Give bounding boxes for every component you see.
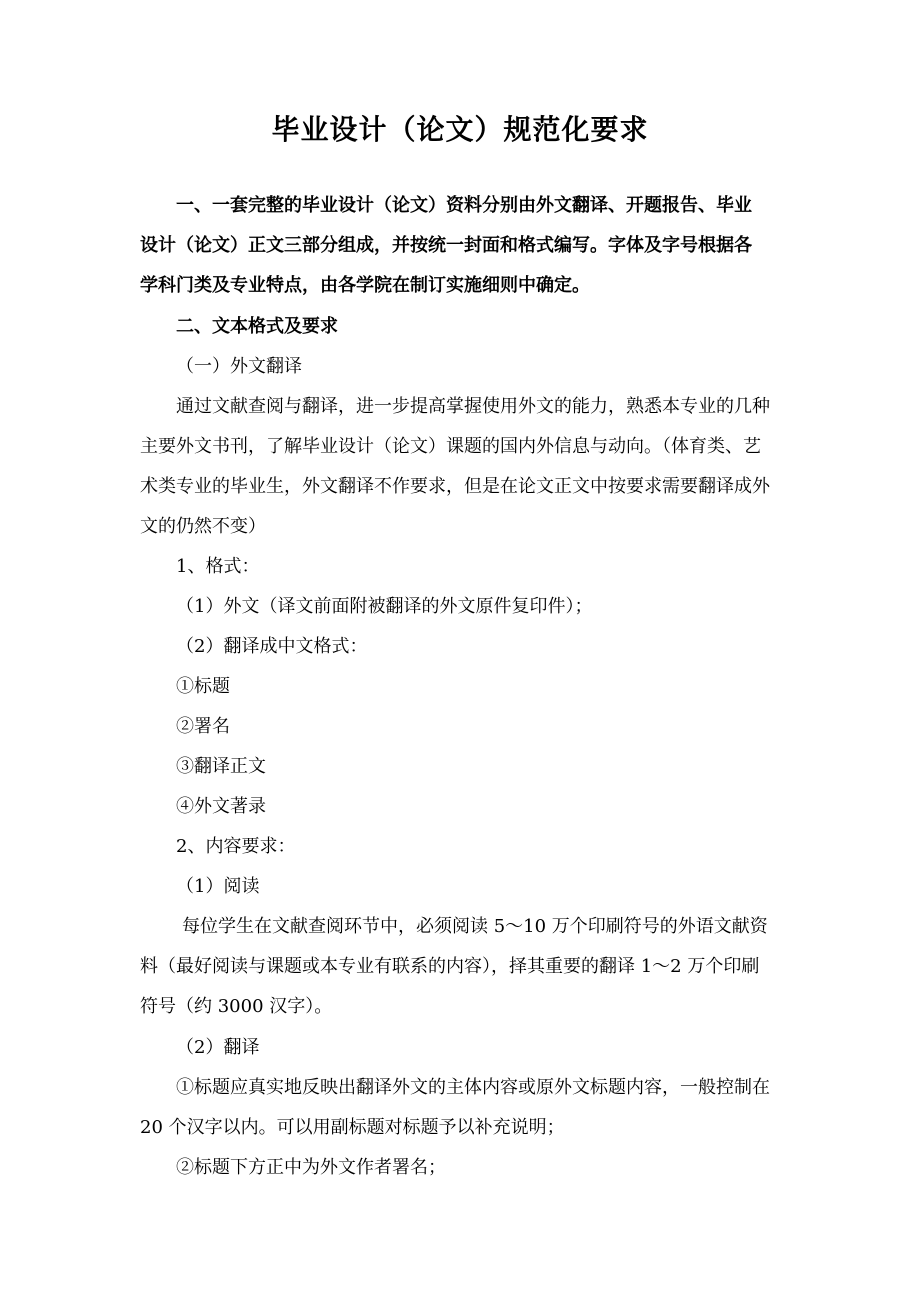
list-item: （2）翻译成中文格式： (176, 636, 368, 657)
paragraph-line: ②标题下方正中为外文作者署名； (176, 1157, 446, 1178)
list-item: ①标题 (176, 676, 230, 697)
section-one-line-1: 一、一套完整的毕业设计（论文）资料分别由外文翻译、开题报告、毕业 (176, 195, 752, 216)
section-one-line-3: 学科门类及专业特点，由各学院在制订实施细则中确定。 (140, 275, 590, 296)
list-item: ③翻译正文 (176, 756, 266, 777)
paragraph-line: 20 个汉字以内。可以用副标题对标题予以补充说明； (140, 1117, 565, 1138)
paragraph-line: 术类专业的毕业生，外文翻译不作要求，但是在论文正文中按要求需要翻译成外 (140, 476, 770, 497)
paragraph-line: 每位学生在文献查阅环节中，必须阅读 5～10 万个印刷符号的外语文献资 (182, 916, 768, 937)
paragraph-line: 主要外文书刊，了解毕业设计（论文）课题的国内外信息与动向。（体育类、艺 (140, 436, 761, 457)
section-two-heading: 二、文本格式及要求 (176, 316, 338, 337)
format-heading: 1、格式： (176, 556, 260, 577)
list-item: （1）外文（译文前面附被翻译的外文原件复印件）； (176, 596, 593, 617)
document-title: 毕业设计（论文）规范化要求 (271, 113, 649, 146)
paragraph-line: 符号（约 3000 汉字）。 (140, 996, 333, 1017)
reading-heading: （1）阅读 (176, 876, 260, 897)
subsection-foreign-translation: （一）外文翻译 (176, 356, 302, 377)
content-requirements-heading: 2、内容要求： (176, 836, 296, 857)
list-item: ②署名 (176, 716, 230, 737)
paragraph-line: ①标题应真实地反映出翻译外文的主体内容或原外文标题内容，一般控制在 (176, 1077, 770, 1098)
section-one-line-2: 设计（论文）正文三部分组成，并按统一封面和格式编写。字体及字号根据各 (140, 235, 752, 256)
list-item: ④外文著录 (176, 796, 266, 817)
paragraph-line: 料（最好阅读与课题或本专业有联系的内容），择其重要的翻译 1～2 万个印刷 (140, 956, 760, 977)
paragraph-line: 文的仍然不变） (140, 516, 266, 537)
paragraph-line: 通过文献查阅与翻译，进一步提高掌握使用外文的能力，熟悉本专业的几种 (176, 396, 770, 417)
translation-heading: （2）翻译 (176, 1037, 260, 1058)
